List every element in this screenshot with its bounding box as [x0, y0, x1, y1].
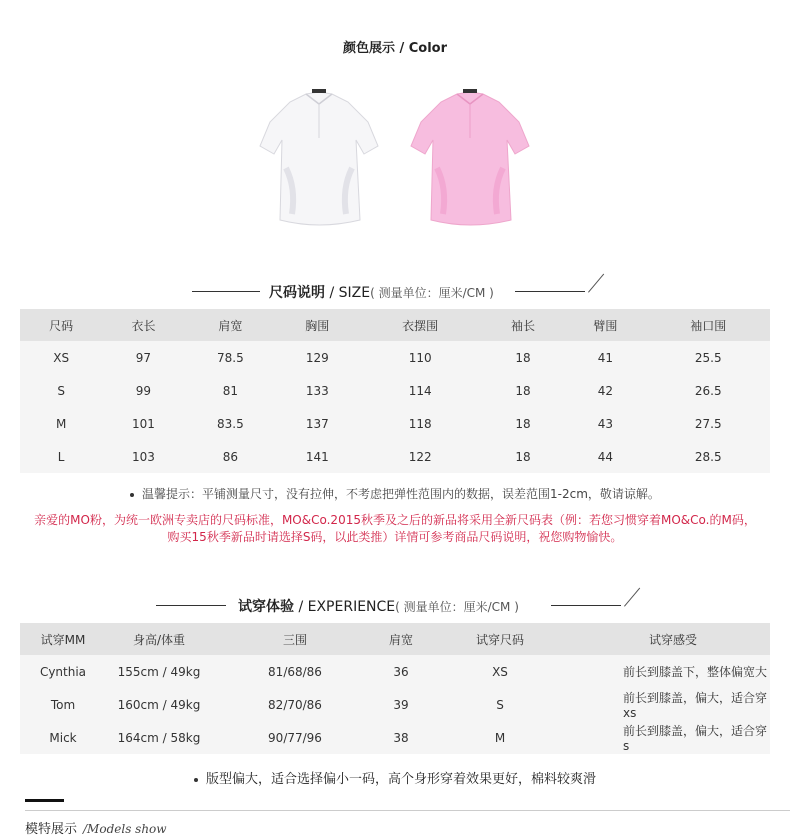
models-title-en: /Models show	[83, 822, 167, 836]
table-cell: Cynthia	[20, 655, 106, 688]
table-cell: 155cm / 49kg	[106, 655, 212, 688]
column-header: 袖长	[482, 309, 564, 341]
table-cell: 前长到膝盖下，整体偏宽大	[576, 655, 770, 688]
table-row	[20, 688, 770, 721]
bullet-icon	[194, 778, 198, 782]
title-line-right	[551, 605, 621, 606]
table-cell: 81	[185, 374, 277, 407]
table-cell: 103	[102, 440, 184, 473]
column-header: 胸围	[276, 309, 358, 341]
table-cell: 101	[102, 407, 184, 440]
experience-section-title	[0, 594, 790, 618]
size-title-cn: 尺码说明	[269, 285, 325, 301]
table-cell: XS	[424, 655, 576, 688]
experience-tip-text: 版型偏大，适合选择偏小一码，高个身形穿着效果更好，棉料较爽滑	[205, 772, 596, 787]
table-cell: L	[20, 440, 102, 473]
column-header: 三围	[212, 623, 378, 655]
models-accent-bar	[25, 799, 64, 802]
table-cell: 28.5	[646, 440, 770, 473]
column-header: 臂围	[564, 309, 646, 341]
size-title-en: / SIZE	[325, 285, 371, 301]
column-header: 试穿MM	[20, 623, 106, 655]
size-tip-text: 温馨提示：平铺测量尺寸，没有拉伸，不考虑把弹性范围内的数据，误差范围1-2cm，敬请谅解。	[142, 487, 660, 501]
table-cell: 137	[276, 407, 358, 440]
title-slash	[624, 588, 640, 607]
table-cell: 42	[564, 374, 646, 407]
size-notice	[20, 512, 770, 546]
table-row	[20, 721, 770, 754]
table-cell: 78.5	[185, 341, 277, 374]
table-cell: XS	[20, 341, 102, 374]
table-cell: 44	[564, 440, 646, 473]
table-cell: 39	[378, 688, 424, 721]
table-cell: 前长到膝盖，偏大，适合穿s	[576, 721, 770, 754]
size-table-header	[20, 309, 770, 341]
table-row	[20, 407, 770, 440]
table-cell: 25.5	[646, 341, 770, 374]
table-cell: 前长到膝盖，偏大，适合穿xs	[576, 688, 770, 721]
table-row	[20, 655, 770, 688]
size-tip	[0, 485, 790, 502]
table-cell: 18	[482, 407, 564, 440]
column-header: 肩宽	[185, 309, 277, 341]
table-row	[20, 440, 770, 473]
table-cell: M	[424, 721, 576, 754]
table-cell: S	[424, 688, 576, 721]
title-line-right	[515, 291, 585, 292]
experience-unit: ( 测量单位：厘米/CM )	[395, 600, 519, 614]
table-cell: 160cm / 49kg	[106, 688, 212, 721]
column-header: 袖口围	[646, 309, 770, 341]
white-shirt-image	[256, 88, 382, 230]
table-cell: Mick	[20, 721, 106, 754]
pink-shirt-image	[407, 88, 533, 230]
title-slash	[588, 274, 604, 293]
table-cell: 82/70/86	[212, 688, 378, 721]
table-cell: 26.5	[646, 374, 770, 407]
column-header: 衣摆围	[358, 309, 481, 341]
column-header: 试穿尺码	[424, 623, 576, 655]
table-cell: 38	[378, 721, 424, 754]
experience-title-en: / EXPERIENCE	[294, 599, 396, 615]
table-cell: 41	[564, 341, 646, 374]
size-unit: ( 测量单位：厘米/CM )	[370, 286, 494, 300]
models-title-cn: 模特展示	[25, 822, 78, 837]
table-cell: Tom	[20, 688, 106, 721]
size-notice-line: 购买15秋季新品时请选择S码，以此类推）详情可参考商品尺码说明，祝您购物愉快。	[167, 530, 623, 544]
column-header: 身高/体重	[106, 623, 212, 655]
table-cell: 133	[276, 374, 358, 407]
size-title-label	[269, 282, 494, 302]
table-cell: M	[20, 407, 102, 440]
models-section-title	[25, 818, 167, 837]
table-cell: 129	[276, 341, 358, 374]
table-cell: 81/68/86	[212, 655, 378, 688]
experience-title-cn: 试穿体验	[238, 599, 294, 615]
table-cell: 86	[185, 440, 277, 473]
experience-title-label	[238, 596, 519, 616]
table-cell: 97	[102, 341, 184, 374]
table-row	[20, 341, 770, 374]
table-cell: 99	[102, 374, 184, 407]
table-cell: 18	[482, 374, 564, 407]
column-header: 尺码	[20, 309, 102, 341]
experience-table	[20, 623, 770, 754]
table-cell: 36	[378, 655, 424, 688]
table-cell: S	[20, 374, 102, 407]
title-line-left	[156, 605, 226, 606]
table-cell: 27.5	[646, 407, 770, 440]
table-cell: 114	[358, 374, 481, 407]
title-line-left	[192, 291, 260, 292]
column-header: 衣长	[102, 309, 184, 341]
table-cell: 122	[358, 440, 481, 473]
table-cell: 18	[482, 440, 564, 473]
table-cell: 18	[482, 341, 564, 374]
models-divider	[25, 810, 790, 811]
table-cell: 141	[276, 440, 358, 473]
size-notice-line: 亲爱的MO粉，为统一欧洲专卖店的尺码标准，MO&Co.2015秋季及之后的新品将采用全新尺码表（例：若您习惯穿着MO&Co.的M码，	[34, 513, 756, 527]
bullet-icon	[130, 493, 134, 497]
table-cell: 110	[358, 341, 481, 374]
size-section-title	[0, 280, 790, 304]
table-cell: 118	[358, 407, 481, 440]
size-table	[20, 309, 770, 473]
column-header: 肩宽	[378, 623, 424, 655]
table-cell: 90/77/96	[212, 721, 378, 754]
table-row	[20, 374, 770, 407]
table-cell: 43	[564, 407, 646, 440]
color-section-title: 颜色展示 / Color	[342, 41, 448, 56]
experience-table-header	[20, 623, 770, 655]
table-cell: 164cm / 58kg	[106, 721, 212, 754]
table-cell: 83.5	[185, 407, 277, 440]
column-header: 试穿感受	[576, 623, 770, 655]
experience-tip	[0, 768, 790, 787]
